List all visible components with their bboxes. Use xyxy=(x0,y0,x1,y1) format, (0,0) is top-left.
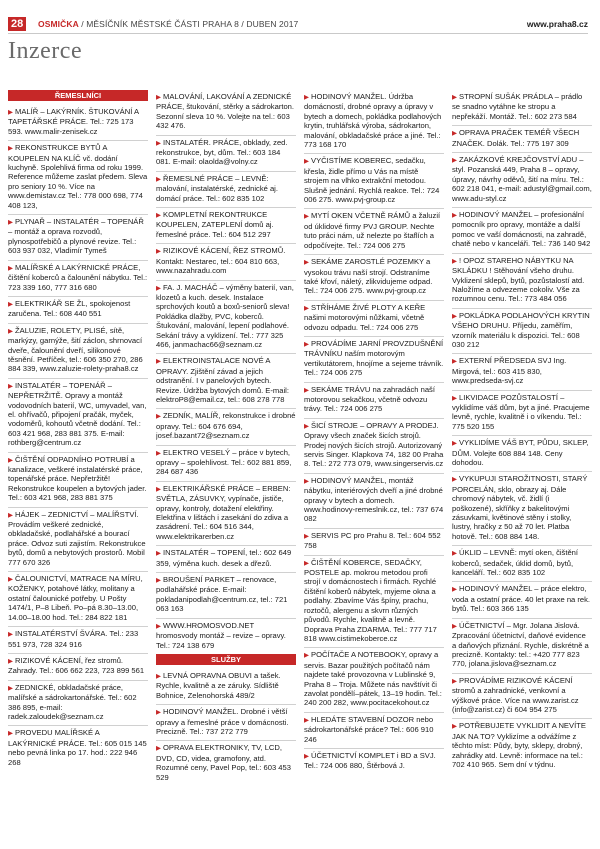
bullet-triangle-icon: ▶ xyxy=(8,109,13,116)
ad-text: HODINOVÝ MANŽEL, montáž nábytku, interiérových dveří a jiné drobné opravy v bytech a domech. www.hodinovy-remeslnik.cz, tel.: 737 674 082 xyxy=(304,475,444,524)
classified-ad xyxy=(304,418,444,469)
bullet-triangle-icon: ▶ xyxy=(8,657,13,665)
classified-ad xyxy=(8,378,148,448)
ad-text: ! OPOZ STAREHO NÁBYTKU NA SKLÁDKU ! Stěhování všeho druhu. Vyklizení sklepů, bytů, pozůstalostí atd. Naložíme a odvezeme cokoliv. Vše za rozumnou cenu. Tel.: 773 484 056 xyxy=(452,255,585,304)
bullet-triangle-icon: ▶ xyxy=(8,456,13,464)
classified-ad xyxy=(156,90,296,131)
ad-text: STŘÍHÁME ŽIVÉ PLOTY A KEŘE našimi motorovými nůžkami, včetně odvozu odpadu. Tel.: 724 006 275 xyxy=(304,302,426,332)
bullet-triangle-icon: ▶ xyxy=(304,716,309,724)
bullet-triangle-icon: ▶ xyxy=(452,257,457,265)
classified-ad xyxy=(156,445,296,477)
bullet-triangle-icon: ▶ xyxy=(304,386,309,394)
ad-text: INSTALATÉRSTVÍ ŠVÁRA. Tel.: 233 551 973, 728 324 916 xyxy=(8,629,139,649)
ad-text: POČÍTAČE A NOTEBOOKY, opravy a servis. Bazar použitých počítačů nám najdete také provozovna v Lublinské 9, Praha 8 – Troja. Můžete nás navštívit či zavolat pondělí–pátek, 13–19 hodin. Tel.: 240 200 282, www.pocitacekohout.cz xyxy=(304,650,442,708)
ad-text: VYČISTÍME KOBEREC, sedačku, křesla, židle přímo u Vás na místě strojem na vlhko extrakční metodou. Slušně jednání. Rychlá reakce. Tel.: 724 006 275. www.pvj-group.cz xyxy=(304,156,440,205)
classified-ad xyxy=(304,153,444,204)
ad-text: MYTÍ OKEN VČETNĚ RÁMŮ a žaluzií od úklidové firmy PVJ GROUP. Nechte tuto práci nám, už nelezte po štaflích a odpočívejte. Tel.: 724 006 275 xyxy=(304,211,441,250)
bullet-triangle-icon: ▶ xyxy=(452,394,457,402)
classified-ad xyxy=(452,308,592,350)
classified-ad xyxy=(156,408,296,440)
ad-text: OPRAVA ELEKTRONIKY, TV, LCD, DVD, CD, videa, gramofony, atd. Rozumné ceny, Pavel Pop, tel.: 603 453 529 xyxy=(156,743,291,782)
classified-ad xyxy=(8,653,148,676)
ad-text: OPRAVA PRAČEK TEMÉŘ VŠECH ZNAČEK. Dolák. Tel.: 775 197 309 xyxy=(452,128,580,148)
bullet-triangle-icon: ▶ xyxy=(8,327,13,335)
classified-ad xyxy=(452,471,592,541)
classified-ad xyxy=(452,125,592,148)
bullet-triangle-icon: ▶ xyxy=(304,477,309,485)
classified-ad xyxy=(8,507,148,567)
ad-text: PROVÁDÍME RIZIKOVÉ KÁCENÍ stromů a zahradnické, venkovní a výškové práce. Více na www.zarist.cz (info@zarist.cz) či 604 954 275 xyxy=(452,675,579,714)
ad-text: ÚČETNICTVÍ KOMPLET i BD a SVJ. Tel.: 724 006 880, Štěrbová J. xyxy=(304,750,436,771)
ad-text: KOMPLETNÍ REKONTRUKCE KOUPELEN, ZATEPLENÍ domů aj. řemeslné práce. Tel.: 604 512 297 xyxy=(156,210,274,239)
classifieds-columns xyxy=(8,90,592,842)
classified-ad xyxy=(452,435,592,467)
classifieds-column-4 xyxy=(452,90,592,842)
classified-ad xyxy=(156,171,296,203)
bullet-triangle-icon: ▶ xyxy=(452,550,457,558)
ad-text: HÁJEK – ZEDNICTVÍ – MALÍŘSTVÍ. Provádím veškeré zednické, obkladačské, podlahářské a bourací práce. Odvoz suti zajistím. Rekonstrukce bytů, domů a nebytových prostorů. Mobil 777 670 326 xyxy=(8,509,146,567)
bullet-triangle-icon: ▶ xyxy=(452,476,457,484)
classified-ad xyxy=(156,353,296,404)
classified-ad xyxy=(156,669,296,700)
bullet-triangle-icon: ▶ xyxy=(156,284,161,292)
header-publication xyxy=(38,18,298,30)
bullet-triangle-icon: ▶ xyxy=(8,730,13,738)
classified-ad xyxy=(8,140,148,210)
ad-text: SEKÁME TRÁVU na zahradách naší motorovou sekačkou, včetně odvozu trávy. Tel.: 724 006 275 xyxy=(304,384,435,414)
ad-text: ZAKÁZKOVÉ KREJČOVSTVÍ ADU – styl. Pozanská 449, Praha 8 – opravy, úpravy, návrhy oděvů, šití na míru. Tel.: 602 218 041, e-mail: adustyl@gmail.com, www.adu-styl.cz xyxy=(452,155,592,203)
ad-text: ELEKTROINSTALACE NOVÉ A OPRAVY. Zjištění závad a jejich odstranění. I v panelových bytech. Revize. Údržba bytových domů. E-mail: elektroP8@email.cz, tel.: 608 278 778 xyxy=(156,356,289,404)
ad-text: ÚKLID – LEVNĚ: mytí oken, čištění koberců, sedaček, úklid domů, bytů, kanceláří. Tel.: 602 835 102 xyxy=(452,548,579,578)
ad-text: HODINOVÝ MANŽEL. Drobné i větší opravy a řemeslné práce v domácnosti. Precizně. Tel.: 737 272 779 xyxy=(156,707,289,736)
classified-ad xyxy=(156,618,296,650)
classified-ad xyxy=(304,712,444,744)
bullet-triangle-icon: ▶ xyxy=(156,485,161,493)
classified-ad xyxy=(156,545,296,568)
bullet-triangle-icon: ▶ xyxy=(156,212,161,220)
classified-ad xyxy=(452,673,592,715)
ad-text: RIZIKOVÉ KÁCENÍ, ŘEZ STROMŮ. Kontakt: Nestarec, tel.: 604 810 663, www.nazahradu.com xyxy=(156,246,286,276)
bullet-triangle-icon: ▶ xyxy=(156,449,161,457)
ad-text: HODINOVÝ MANŽEL – práce elektro, voda a ostatní práce. 40 let praxe na rek. bytů. Tel.: 603 366 135 xyxy=(452,584,591,614)
bullet-triangle-icon: ▶ xyxy=(304,213,309,221)
bullet-triangle-icon: ▶ xyxy=(156,622,161,630)
bullet-triangle-icon: ▶ xyxy=(8,382,13,390)
ad-text: FA. J. MACHÁČ – výměny baterií, van, klozetů a kuch. desek. Instalace sprchových koutů a boxů-seniorů sleva! Pokládka dlažby, PVC, koberců. Štukování, malování, lepení podlahové. Sekání trávy a vyklizení. Tel.: 777 325 466, janmachac66@seznam.cz xyxy=(156,282,294,349)
classified-ad xyxy=(304,748,444,771)
classifieds-column-2 xyxy=(156,90,296,842)
classified-ad xyxy=(8,214,148,256)
bullet-triangle-icon: ▶ xyxy=(156,94,161,101)
classified-ad xyxy=(156,572,296,614)
classifieds-column-1 xyxy=(8,90,148,842)
bullet-triangle-icon: ▶ xyxy=(452,586,457,594)
bullet-triangle-icon: ▶ xyxy=(452,358,457,366)
bullet-triangle-icon: ▶ xyxy=(452,622,457,630)
classified-ad xyxy=(156,481,296,541)
bullet-triangle-icon: ▶ xyxy=(304,259,309,267)
bullet-triangle-icon: ▶ xyxy=(8,684,13,692)
ad-text: ČIŠTĚNÍ KOBERCE, SEDAČKY, POSTELE ap. mokrou metodou profi strojí v domácnostech i firmách. Rychlé čištění koberů nábytek, myjeme okna a podlahy. Zbavíme Vás špíny, prachu, roztočů, alergenu a skvrn různých původů. Rychle, kvalitně a levně. Doprava Praha ZDARMA. Tel.: 777 717 818 www.cistimekoberce.cz xyxy=(304,557,437,643)
classified-ad xyxy=(452,207,592,249)
bullet-triangle-icon: ▶ xyxy=(8,631,13,639)
classified-ad xyxy=(452,152,592,203)
classified-ad xyxy=(304,254,444,296)
classified-ad xyxy=(304,555,444,644)
ad-text: INSTALATÉR – TOPENÍ, tel.: 602 649 359, výměna kuch. desek a dřezů. xyxy=(156,548,292,568)
bullet-triangle-icon: ▶ xyxy=(452,212,457,220)
bullet-triangle-icon: ▶ xyxy=(156,175,161,183)
classified-ad xyxy=(304,336,444,378)
ad-text: MALÍŘSKÉ A LAKÝRNICKÉ PRÁCE, čištění koberců a čalounění nábytku. Tel.: 723 339 160, 777 316 680 xyxy=(8,262,148,292)
ad-text: ZEDNICKÉ, obkladačské práce, malířské a sádrokartonářské. Tel.: 602 386 895, e-mail: radek.zaloudek@seznam.cz xyxy=(8,682,137,721)
ad-text: MALOVÁNÍ, LAKOVÁNÍ A ZEDNICKÉ PRÁCE, štukování, stěrky a sádrokarton. Sezonní sleva 10 %. Volejte na tel.: 603 432 476. xyxy=(156,92,295,131)
bullet-triangle-icon: ▶ xyxy=(452,312,457,320)
bullet-triangle-icon: ▶ xyxy=(304,158,309,166)
classified-ad xyxy=(8,680,148,722)
ad-text: LEVNÁ OPRAVNA OBUVI a tašek. Rychle, kvalitně a ze záruky. Sídliště Bohnice, Zelenohorská 489/2 xyxy=(156,670,281,700)
classified-ad xyxy=(452,618,592,669)
classified-ad xyxy=(452,390,592,432)
bullet-triangle-icon: ▶ xyxy=(304,559,309,567)
ad-text: ÚČETNICTVÍ – Mgr. Jolana Jislová. Zpracování účetnictví, daňové evidence a daňových přiznání. Rychle, diskrétně a precizně. Kontakty: tel.: +420 777 823 770, jolana.jislova@seznam.cz xyxy=(452,620,589,669)
classified-ad xyxy=(8,260,148,292)
bullet-triangle-icon: ▶ xyxy=(156,745,161,753)
classified-ad xyxy=(304,528,444,551)
bullet-triangle-icon: ▶ xyxy=(156,672,161,680)
classified-ad xyxy=(8,725,148,767)
bullet-triangle-icon: ▶ xyxy=(452,157,457,165)
bullet-triangle-icon: ▶ xyxy=(156,709,161,717)
classified-ad xyxy=(452,253,592,304)
bullet-triangle-icon: ▶ xyxy=(156,248,161,256)
bullet-triangle-icon: ▶ xyxy=(452,440,457,448)
bullet-triangle-icon: ▶ xyxy=(304,652,309,660)
classified-ad xyxy=(8,626,148,649)
classified-ad xyxy=(304,473,444,524)
classified-ad xyxy=(304,647,444,707)
ad-text: ČIŠTĚNÍ ODPADNÍHO POTRUBÍ a kanalizace, veškeré instalatérské práce, topenářské práce. Nepřetržitě! Rekonstrukce koupelen a bytových jader. Tel.: 603 421 968, 283 881 375 xyxy=(8,454,147,503)
ad-text: ŽALUZIE, ROLETY, PLISÉ, sítě, markýzy, garnýže, šití záclon, shrnovací dveře, čalounění dveří, silikonové těsnění. Petříček, tel.: 606 350 270, 286 884 339, www.zaluzie-rolety-praha8.cz xyxy=(8,325,143,374)
classified-ad xyxy=(304,382,444,414)
bullet-triangle-icon: ▶ xyxy=(452,723,457,731)
bullet-triangle-icon: ▶ xyxy=(452,677,457,685)
ad-text: INSTALATÉR. PRÁCE, obklady, zed. rekonstrukce, byt, dům. Tel.: 603 184 081. E-mail: olaolda@volny.cz xyxy=(156,137,288,167)
ad-text: LIKVIDACE POZŮSTALOSTÍ – vyklidíme váš dům, byt a jiné. Pracujeme levně, rychle, kvalitně i o víkendu. Tel.: 775 520 155 xyxy=(452,392,590,431)
ad-text: PROVÁDÍME JARNÍ PROVZDUŠNĚNÍ TRÁVNÍKU naším motorovým vertikutátorem, hnojíme a sejeme trávník. Tel.: 724 006 275 xyxy=(304,338,444,378)
ad-text: ELEKTRO VESELÝ – práce v bytech, opravy – spolehlivost. Tel.: 602 881 859, 284 687 436 xyxy=(156,447,292,477)
page-number: 28 xyxy=(8,17,26,31)
classified-ad xyxy=(452,718,592,769)
section-header: SLUŽBY xyxy=(156,654,296,665)
bullet-triangle-icon: ▶ xyxy=(156,577,161,585)
ad-text: POKLÁDKA PODLAHOVÝCH KRYTIN VŠEHO DRUHU. Příjedu, zaměřím, vzorník materiálu k dispozici. Tel.: 608 030 212 xyxy=(452,310,590,349)
ad-text: PROVEDU MALÍŘSKÉ A LAKÝRNICKÉ PRÁCE. Tel.: 605 015 145 nebo pevná linka po 17. hod.: 222 946 268 xyxy=(8,728,147,767)
ad-text: WWW.HROMOSVOD.NET hromosvody montáž – revize – opravy. Tel.: 724 138 679 xyxy=(156,620,286,650)
bullet-triangle-icon: ▶ xyxy=(8,300,13,308)
ad-text: BROUŠENÍ PARKET – renovace, podlahářské práce. E-mail: pokladanipodlah@centrum.cz, tel.: 721 063 163 xyxy=(156,575,288,614)
classified-ad xyxy=(8,452,148,503)
ad-text: MALÍŘ – LAKÝRNÍK. ŠTUKOVÁNÍ A TAPETÁŘSKÉ PRÁCE. Tel.: 725 173 593. www.malir-zenisek.cz xyxy=(8,107,139,136)
classified-ad xyxy=(8,323,148,374)
classified-ad xyxy=(304,300,444,332)
bullet-triangle-icon: ▶ xyxy=(304,304,309,312)
header-brand: OSMIČKA xyxy=(38,19,79,29)
ad-text: STROPNÍ SUŠÁK PRÁDLA – prádlo se snadno vytáhne ke stropu a nepřekáží. Montáž. Tel.: 602 273 584 xyxy=(452,92,583,121)
ad-text: INSTALATÉR – TOPENÁŘ – NEPŘETRŽITĚ. Opravy a montáž vodovodních baterií, WC, umyvadel, van, el. ohřívačů, připojení pračák, myček, vodoměrů, kohoutů včetně dodání. Tel.: 603 421 968, 283 881 375. E-mail: rothberg@centrum.cz xyxy=(8,380,147,448)
ad-text: SERVIS PC pro Prahu 8. Tel.: 604 552 758 xyxy=(304,530,441,551)
bullet-triangle-icon: ▶ xyxy=(156,550,161,558)
bullet-triangle-icon: ▶ xyxy=(8,264,13,272)
ad-text: PLYNAŘ – INSTALATÉR – TOPENÁŘ – montáž a oprava rozvodů, plynospotřebičů a plynové revize. Tel.: 603 937 032, Vladimír Tymeš xyxy=(8,217,144,256)
classified-ad xyxy=(452,353,592,385)
bullet-triangle-icon: ▶ xyxy=(8,511,13,519)
ad-text: VYKUPUJI STAROŽITNOSTI, STARÝ PORCELÁN, sklo, obrazy aj. Dále chromový nábytek, vč. židlí (i poškozené), skříňky z bakelitovými zásuvkami, květinové stěny i stolky, lustry, hračky z 50 až 70 let. Platba hotově. Tel.: 608 884 148. xyxy=(452,474,588,541)
bullet-triangle-icon: ▶ xyxy=(8,145,13,153)
classifieds-column-3 xyxy=(304,90,444,842)
classified-ad xyxy=(156,280,296,350)
classified-ad xyxy=(452,581,592,613)
classified-ad xyxy=(156,740,296,782)
page-header xyxy=(8,17,588,34)
ad-text: SEKÁME ZAROSTLÉ POZEMKY a vysokou trávu naší strojí. Odstraníme také křoví, náletý, zlikvidujeme odpad. Tel.: 724 006 275. www.pvj-group.cz xyxy=(304,257,433,296)
classified-ad xyxy=(156,243,296,275)
bullet-triangle-icon: ▶ xyxy=(8,219,13,227)
bullet-triangle-icon: ▶ xyxy=(304,752,309,760)
classified-ad xyxy=(156,704,296,736)
ad-text: RIZIKOVÉ KÁCENÍ, řez stromů. Zahrady. Tel.: 606 662 223, 723 899 561 xyxy=(8,655,145,676)
bullet-triangle-icon: ▶ xyxy=(304,422,309,430)
classified-ad xyxy=(304,208,444,250)
classified-ad xyxy=(8,571,148,622)
ad-text: EXTERNÍ PŘEDSEDA SVJ Ing. Mirgová, tel.: 603 415 830, www.predseda-svj.cz xyxy=(452,356,567,386)
bullet-triangle-icon: ▶ xyxy=(304,340,309,348)
header-url: www.praha8.cz xyxy=(526,19,588,29)
ad-text: ZEDNÍK, MALÍŘ, rekonstrukce i drobné opravy. Tel.: 604 676 694, josef.bazant72@seznam.cz xyxy=(156,411,296,441)
ad-text: HODINOVÝ MANŽEL – profesionální pomocník pro opravy, montáže a další pomoc ve vaší domácnosti, na zahradě, chatě nebo v kanceláři. Tel.: 736 140 942 xyxy=(452,210,591,249)
classified-ad xyxy=(156,135,296,167)
page-title: Inzerce xyxy=(8,38,83,64)
bullet-triangle-icon: ▶ xyxy=(156,139,161,147)
bullet-triangle-icon: ▶ xyxy=(304,94,309,101)
ad-text: ELEKTRIKÁŘSKÉ PRÁCE – ERBEN: SVĚTLA, ZÁSUVKY, vypínače, jističe, opravy, kontroly, dotažení elektřiny. Elektřina v lištách i zasekání do zdiva a zasádrení. Tel.: 604 516 344, www.elektrikarerben.cz xyxy=(156,483,291,541)
header-subtitle: / MĚSÍČNÍK MĚSTSKÉ ČÁSTI PRAHA 8 / DUBEN 2017 xyxy=(78,19,299,29)
bullet-triangle-icon: ▶ xyxy=(8,576,13,584)
ad-text: ELEKTRIKÁŘ SE ŽL, spokojenost zaručena. Tel.: 608 440 551 xyxy=(8,298,131,319)
bullet-triangle-icon: ▶ xyxy=(452,94,457,101)
classified-ad xyxy=(8,105,148,136)
ad-text: HODINOVÝ MANŽEL. Údržba domácností, drobné opravy a úpravy v bytech a domech, pokládka podlahových krytin, truhlářská výroba, sádrokarton, malování, obkladačské práce a jiné. Tel.: 773 168 170 xyxy=(304,92,442,150)
ad-text: VYKLIDÍME VÁŠ BYT, PŮDU, SKLEP, DŮM. Volejte 608 884 148. Ceny dohodou. xyxy=(452,438,589,467)
ad-text: ČALOUNICTVÍ, MATRACE NA MÍRU, KOŽENKY, potahové látky, molitany a ostatní čalounické potřeby. U Pošty 1474/1, P–8 Libeň. Po–pá 8.30–13.00, 14.00–18.00 hod. Tel.: 284 822 181 xyxy=(8,574,143,622)
bullet-triangle-icon: ▶ xyxy=(452,130,457,138)
section-header: ŘEMESLNÍCI xyxy=(8,90,148,101)
ad-text: POTŘEBUJETE VYKLIDIT A NEVÍTE JAK NA TO? Vyklizíme a odvážíme z těchto míst: Půdy, byty, sklepy, drobný, zahrádky atd. Levně: informace na tel.: 702 410 965. Sem dní v týdnu. xyxy=(452,721,586,769)
ad-text: REKONSTRUKCE BYTŮ A KOUPELEN NA KLÍČ vč. dodání kuchyně. Spolehlivá firma od roku 1999. Reference můžeme zaslat předem. Sleva pro seniory 10 %. Více na www.demistav.cz Tel.: 778 000 698, 774 408 123, xyxy=(8,143,148,210)
classified-ad xyxy=(156,207,296,239)
classified-ad xyxy=(304,90,444,149)
classified-ad xyxy=(8,296,148,319)
ad-text: ŠICÍ STROJE – OPRAVY A PRODEJ. Opravy všech značek šicích strojů. Prodej nových šicích strojů. Autorizovaný servis Singer. Klapkova 74, 182 00 Praha 8. Tel.: 272 773 079, www.singerservis.cz xyxy=(304,420,444,469)
bullet-triangle-icon: ▶ xyxy=(156,358,161,366)
bullet-triangle-icon: ▶ xyxy=(304,532,309,540)
bullet-triangle-icon: ▶ xyxy=(156,413,161,421)
ad-text: ŘEMESLNÉ PRÁCE – LEVNĚ: malování, instalatérské, zednické aj. domácí práce. Tel.: 602 835 102 xyxy=(156,173,278,203)
classified-ad xyxy=(452,545,592,577)
classified-ad xyxy=(452,90,592,121)
ad-text: HLEDÁTE STAVEBNÍ DOZOR nebo sádrokartonářské práce? Tel.: 606 910 246 xyxy=(304,714,434,744)
